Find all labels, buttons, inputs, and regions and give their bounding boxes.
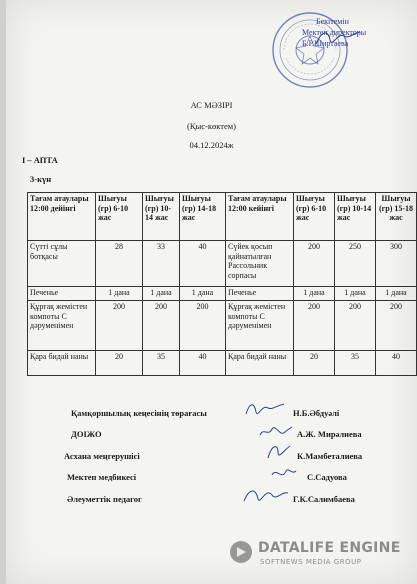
table-header-row [28,193,417,241]
approval-block [302,16,417,49]
value-cell: 1 дана [96,287,143,301]
value-cell: 33 [143,241,180,287]
approval-line-1: Бекітемін [316,17,349,26]
value-cell: 40 [180,351,226,376]
value-cell: 35 [335,351,376,376]
value-cell: 20 [294,351,335,376]
dish-cell: Құрғақ жемістен компоты С дәруменімен [226,301,294,351]
signatory-role: Әлеуметтік педагог [67,494,142,504]
value-cell: 200 [294,241,335,287]
header-cell: Шығуы (гр) 10-14 жас [143,193,180,241]
value-cell: 200 [180,301,226,351]
value-cell: 20 [96,351,143,376]
document-page [6,0,417,584]
value-cell: 1 дана [294,287,335,301]
signature-mark-3-icon [264,442,294,462]
table-row [28,351,417,376]
dish-cell: Құрғақ жемістен компоты С дәруменімен [28,301,96,351]
dish-cell: Қара бидай наны [28,351,96,376]
value-cell: 1 дана [143,287,180,301]
dish-cell: Печенье [226,287,294,301]
document-title: АС МӘЗІРІ [190,100,233,110]
signatory-name: Н.Б.Әбдуәлі [293,408,340,418]
signature-mark-1-icon [244,400,286,420]
signatory-name: Г.К.Салимбаева [293,494,355,504]
dish-cell: Сүтті сұлы ботқасы [28,241,96,287]
header-cell: Тағам атаулары 12:00 дейінгі [28,193,96,241]
table-row [28,287,417,301]
value-cell: 1 дана [376,287,417,301]
dish-cell: Сүйек қосып қайнатылған Рассольник сорпасы [226,241,294,287]
value-cell: 200 [376,301,417,351]
play-logo-icon [230,541,252,563]
value-cell: 35 [143,351,180,376]
signatory-role: Қамқоршылық кеңесінің төрағасы [71,408,207,418]
menu-date: 04.12.2024ж [189,140,234,150]
watermark [230,537,417,577]
watermark-subtitle: SOFTNEWS MEDIA GROUP [260,558,362,566]
signatory-role: ДОІЖО [71,429,102,439]
header-cell: Шығуы (гр) 10-14 жас [335,193,376,241]
signatory-role: Асхана меңгерушісі [64,451,140,461]
value-cell: 28 [96,241,143,287]
value-cell: 1 дана [180,287,226,301]
dish-cell: Печенье [28,287,96,301]
value-cell: 200 [143,301,180,351]
dish-cell: Қара бидай наны [226,351,294,376]
signatory-name: К.Мамбеталиева [297,451,363,461]
value-cell: 250 [335,241,376,287]
value-cell: 40 [180,241,226,287]
approval-line-3: Б.Р.Ширтаева [302,39,349,48]
header-cell: Шығуы (гр) 6-10 жас [294,193,335,241]
value-cell: 300 [376,241,417,287]
watermark-title: DATALIFE ENGINE [258,540,401,556]
value-cell: 1 дана [335,287,376,301]
signature-mark-4-icon [270,465,298,483]
value-cell: 200 [294,301,335,351]
menu-table [27,192,417,376]
approval-line-2: Мектеп директоры [302,28,367,37]
value-cell: 40 [376,351,417,376]
header-cell: Тағам атаулары 12:00 кейінгі [226,193,294,241]
header-cell: Шығуы (гр) 6-10 жас [96,193,143,241]
day-label: 3-күн [30,174,52,184]
table-row [28,301,417,351]
week-label: I – АПТА [22,155,58,165]
header-cell: Шығуы (гр) 15-18 жас [376,193,417,241]
header-cell: Шығуы (гр) 14-18 жас [180,193,226,241]
value-cell: 200 [335,301,376,351]
season-label: (Қыс-көктем) [187,121,236,131]
signature-mark-5-icon [242,485,290,507]
value-cell: 200 [96,301,143,351]
signatory-name: А.Ж. Мирәлиева [297,429,362,439]
signatory-name: С.Садуова [307,472,347,482]
signatory-role: Мектеп медбикесі [67,472,137,482]
signature-mark-2-icon [258,423,294,441]
table-row [28,241,417,287]
